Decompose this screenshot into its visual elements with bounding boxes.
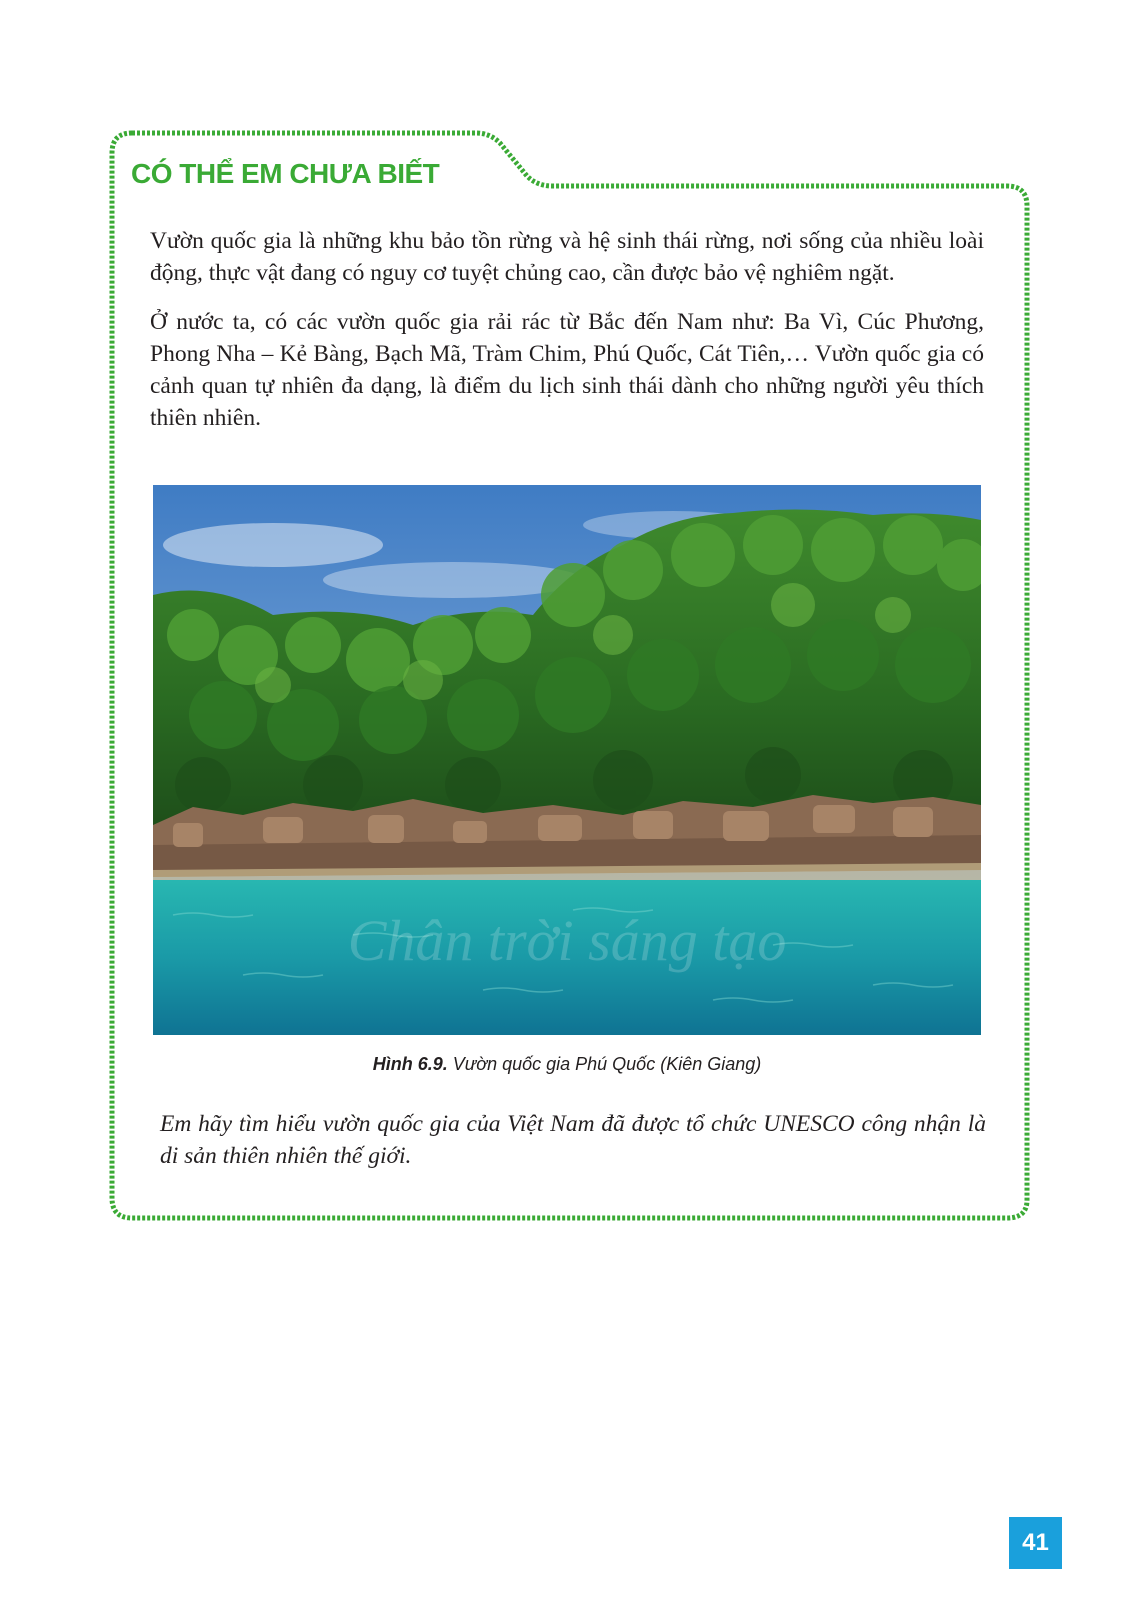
task-prompt: Em hãy tìm hiểu vườn quốc gia của Việt Nam đã được tổ chức UNESCO công nhận là di sản thiên nhiên thế giới.: [160, 1111, 986, 1169]
figure-caption-text: Vườn quốc gia Phú Quốc (Kiên Giang): [452, 1054, 762, 1074]
page-number-badge: [1009, 1517, 1062, 1569]
figure-caption: [153, 1054, 981, 1075]
paragraph-parks-list: Ở nước ta, có các vườn quốc gia rải rác từ Bắc đến Nam như: Ba Vì, Cúc Phương, Phong Nha – Kẻ Bàng, Bạch Mã, Tràm Chim, Phú Quốc, Cát Tiên,… Vườn quốc gia có cảnh quan tự nhiên đa dạng, là điểm du lịch sinh thái dành cho những người yêu thích thiên nhiên.: [150, 309, 984, 431]
watermark-text: Chân trời sáng tạo: [347, 908, 787, 973]
figure-label: Hình 6.9.: [372, 1054, 448, 1074]
phu-quoc-photo: [153, 485, 981, 1035]
paragraph-definition: Vườn quốc gia là những khu bảo tồn rừng và hệ sinh thái rừng, nơi sống của nhiều loài động, thực vật đang có nguy cơ tuyệt chủng cao, cần được bảo vệ nghiêm ngặt.: [150, 228, 984, 286]
box-title: CÓ THỂ EM CHƯA BIẾT: [131, 158, 440, 189]
page-number: 41: [1022, 1529, 1049, 1556]
